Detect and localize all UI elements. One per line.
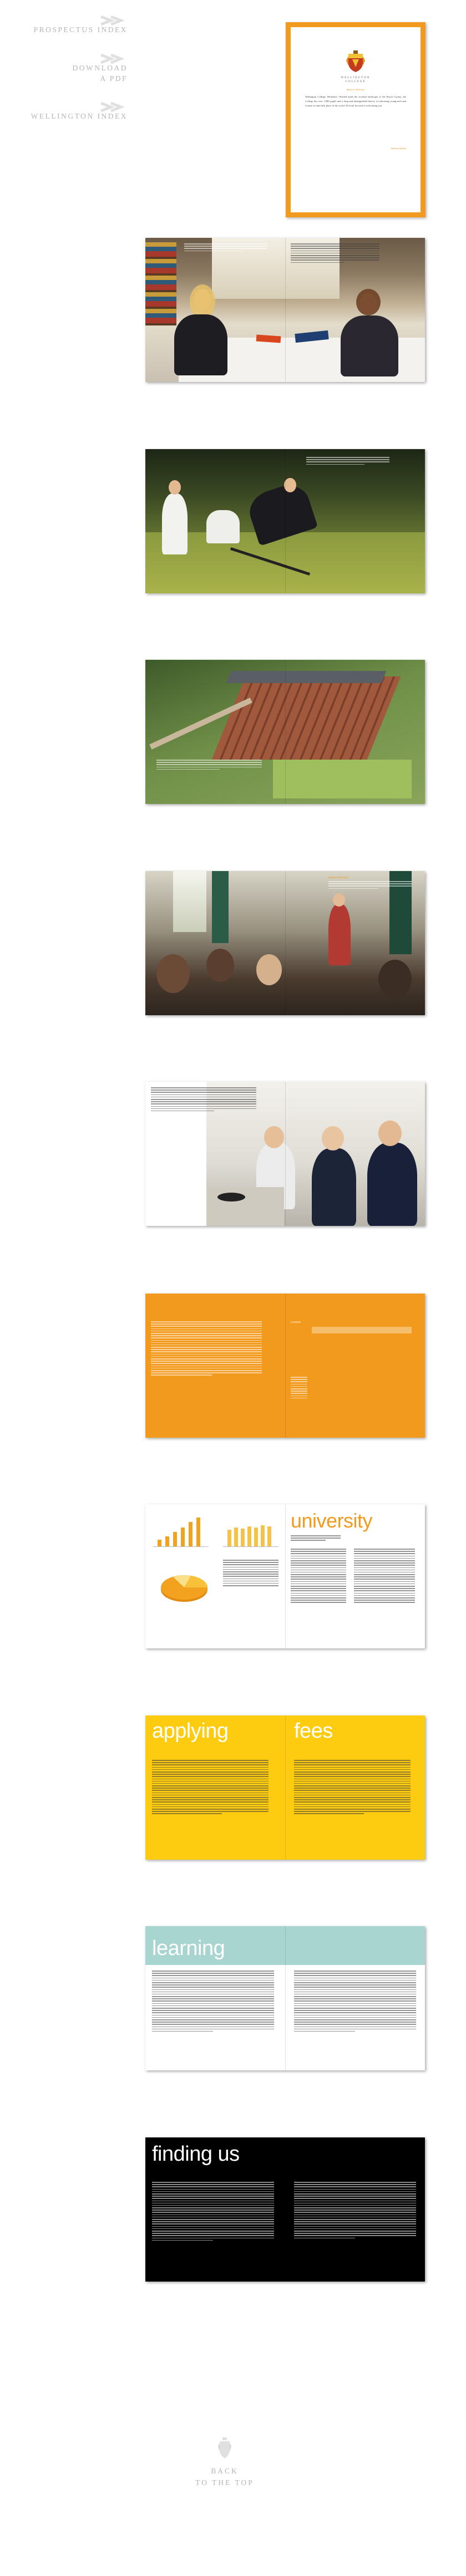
nav-wellington-index[interactable] (11, 106, 128, 120)
chart-bar (196, 1518, 200, 1546)
spread-applying-fees[interactable] (145, 1715, 425, 1860)
cover-body-text: Wellington College, Berkshire. Nestled amid the wooded landscape of the Royal County, the College has over 1,000 pupils and a long and distinguished history of educating young men and women to take their place in the world. We look forward to welcoming you. (305, 95, 406, 108)
fees-text (294, 1760, 411, 1816)
pupil-hair (190, 284, 215, 319)
spread-cookery[interactable] (145, 1082, 425, 1226)
learning-text-right (294, 1971, 416, 2033)
discussion-heading: Master's Welcome (328, 876, 349, 879)
player-head (169, 480, 181, 495)
chart-bar (165, 1536, 169, 1546)
cover-title-line2: COLLEGE (345, 80, 366, 83)
pupil-seated (378, 960, 412, 999)
hockey-caption (306, 457, 389, 466)
chart-bar (173, 1532, 177, 1546)
university-list-col1 (291, 1549, 346, 1605)
university-intro (291, 1535, 341, 1542)
caption-text-right (291, 243, 379, 264)
chart-bar (261, 1525, 265, 1546)
pupil-seated (256, 954, 282, 985)
window-curtain (212, 871, 229, 943)
contents-list (312, 1327, 412, 1333)
nav-label: PROSPECTUS INDEX (33, 26, 128, 34)
spread-contents[interactable] (145, 1294, 425, 1438)
spread-classroom[interactable] (145, 238, 425, 382)
finding-text-right (294, 2182, 416, 2240)
pupil-seated (206, 949, 234, 982)
contents-heading: Contents (291, 1321, 301, 1323)
teacher-body (341, 315, 398, 376)
chart-bar (234, 1528, 238, 1546)
chart-bar (241, 1529, 245, 1546)
university-list-col2 (354, 1549, 415, 1605)
teacher-hair (356, 289, 381, 315)
university-heading: university (291, 1509, 373, 1532)
learning-heading: learning (152, 1937, 225, 1960)
chart-bar-destinations (223, 1518, 278, 1547)
back-to-top-link[interactable] (166, 2437, 283, 2488)
college-roof (226, 671, 387, 683)
back-label-line2: TO THE TOP (195, 2478, 254, 2487)
discussion-caption (328, 881, 412, 890)
contents-sidebar (291, 1377, 307, 1400)
fees-heading: fees (294, 1719, 333, 1743)
player-head (284, 478, 296, 492)
back-label-line1: BACK (211, 2467, 239, 2475)
bookshelf (145, 242, 176, 325)
pupil-seated (156, 954, 190, 993)
spread-aerial[interactable] (145, 660, 425, 804)
applying-heading: applying (152, 1719, 229, 1743)
chart-bar (247, 1526, 251, 1546)
university-table-left (223, 1560, 278, 1587)
applying-text (152, 1760, 269, 1816)
pupil-head (378, 1121, 402, 1146)
teacher-standing (328, 904, 351, 965)
nav-download-pdf[interactable] (11, 58, 128, 83)
chart-bar (181, 1528, 185, 1546)
chart-pie (156, 1571, 212, 1604)
chart-bar (189, 1522, 193, 1546)
window (173, 871, 206, 932)
cover-signoff: Anthony Seldon (391, 147, 406, 150)
pupil-blazer (312, 1148, 356, 1226)
nav-label-line2: A PDF (100, 74, 128, 83)
finding-us-heading: finding us (152, 2142, 240, 2166)
college-lawn (273, 760, 412, 798)
pupil-blazer (367, 1143, 417, 1226)
nav-label-line1: DOWNLOAD (72, 64, 128, 72)
nav-label: WELLINGTON INDEX (31, 112, 128, 120)
spread-learning[interactable] (145, 1926, 425, 2070)
chart-bar (254, 1528, 258, 1546)
spread-finding-us[interactable] (145, 2137, 425, 2282)
cover-subtitle: Master's Welcome (346, 88, 365, 91)
cookery-text (151, 1087, 256, 1113)
stove (206, 1187, 284, 1226)
chart-bar (158, 1540, 161, 1546)
crest-icon (218, 2437, 231, 2460)
chart-bar (227, 1530, 231, 1546)
pupil-head (264, 1126, 284, 1148)
chart-bar-grades (153, 1515, 209, 1547)
contents-intro-text (151, 1321, 262, 1377)
player-white-shorts (206, 510, 240, 543)
pupil-head (322, 1126, 344, 1150)
caption-text-left (184, 243, 267, 253)
prospectus-cover-page[interactable] (286, 22, 426, 217)
nav-prospectus-index[interactable] (11, 20, 128, 34)
spread-discussion[interactable] (145, 871, 425, 1015)
cover-title-line1: WELLINGTON (341, 77, 371, 79)
cover-inner (291, 27, 421, 212)
learning-text-left (152, 1971, 274, 2033)
cover-title (291, 76, 421, 84)
teacher-head (333, 893, 345, 907)
player-white-kit (162, 493, 188, 554)
finding-text-left (152, 2182, 274, 2242)
spread-hockey[interactable] (145, 449, 425, 593)
pupil-body (174, 314, 227, 375)
chart-bar (267, 1526, 271, 1546)
frying-pan (217, 1193, 245, 1202)
crest-icon (346, 50, 365, 73)
spread-university[interactable] (145, 1504, 425, 1648)
aerial-caption (156, 760, 262, 771)
